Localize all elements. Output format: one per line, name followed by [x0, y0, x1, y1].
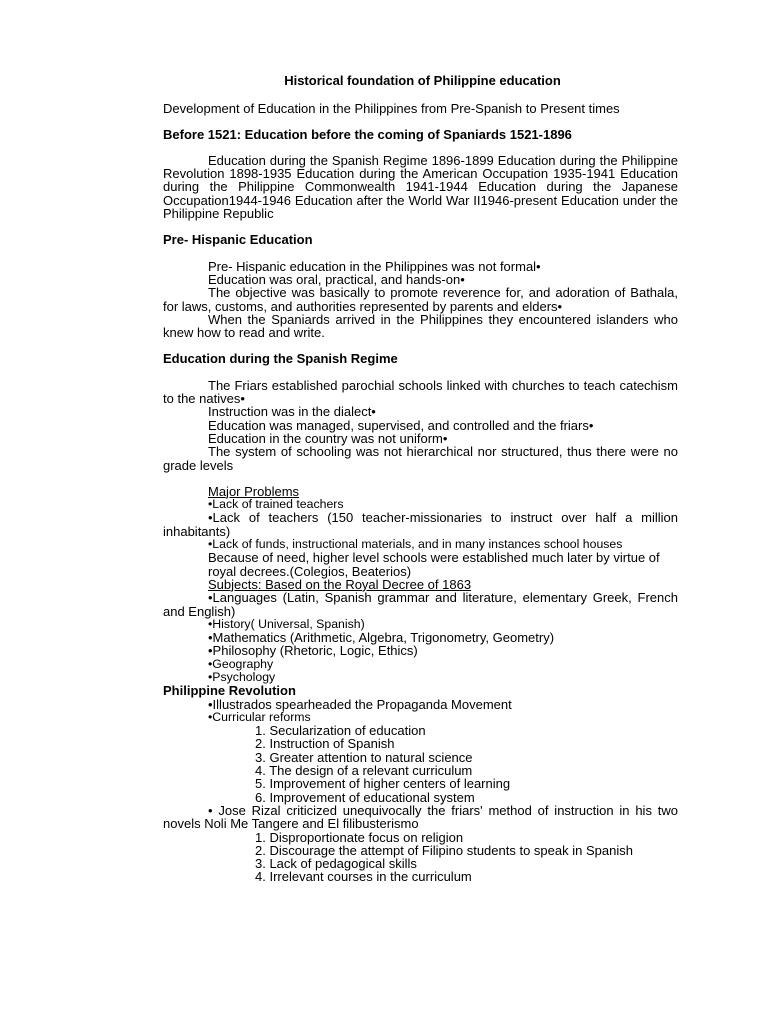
- document-subtitle: Development of Education in the Philippines from Pre-Spanish to Present times: [163, 101, 620, 117]
- spanish-line: The Friars established parochial schools linked with churches to teach catechism to the natives•: [163, 377, 678, 407]
- prehispanic-line: Pre- Hispanic education in the Philippines was not formal•: [208, 258, 541, 274]
- reform-item: 2. Instruction of Spanish: [255, 736, 395, 752]
- problem-item: •Lack of funds, instructional materials, and in many instances school houses: [208, 537, 623, 552]
- periods-paragraph: Education during the Spanish Regime 1896-1899 Education during the Philippine Revolution 1898-1935 Education during the American Occupation 1935-1941 Education during the Philippine Commonwealth 1941-1944 Education during the Japanese Occupation1944-1946 Education after the World War II1946-present Education under the Philippine Republic: [163, 152, 678, 222]
- prehispanic-line: Education was oral, practical, and hands-on•: [208, 271, 465, 287]
- problem-item: •Lack of trained teachers: [208, 497, 344, 512]
- prehispanic-line: The objective was basically to promote reverence for, and adoration of Bathala, for laws, customs, and authorities represented by parents and elders•: [163, 285, 678, 314]
- revolution-line: •Illustrados spearheaded the Propaganda Movement: [208, 696, 512, 712]
- problem-item: Because of need, higher level schools were established much later by virtue of royal decrees.(Colegios, Beaterios): [208, 550, 660, 579]
- revolution-line: •Curricular reforms: [208, 709, 311, 724]
- reform-item: 6. Improvement of educational system: [255, 789, 475, 805]
- rizal-line: • Jose Rizal criticized unequivocally the friars' method of instruction in his two novels Noli Me Tangere and El filibusterismo: [163, 802, 678, 832]
- subject-item: •Geography: [208, 656, 274, 671]
- subjects-heading: Subjects: Based on the Royal Decree of 1863: [208, 576, 472, 592]
- subject-item: •Languages (Latin, Spanish grammar and literature, elementary Greek, French and English): [163, 590, 678, 619]
- problem-item: •Lack of teachers (150 teacher-missionaries to instruct over half a million inhabitants): [163, 510, 678, 539]
- spanish-line: Education was managed, supervised, and controlled and the friars•: [208, 417, 594, 433]
- document-title: Historical foundation of Philippine education: [284, 73, 561, 88]
- subject-item: •Mathematics (Arithmetic, Algebra, Trigonometry, Geometry): [208, 630, 555, 646]
- section-heading-spanish: Education during the Spanish Regime: [163, 351, 398, 367]
- spanish-line: Education in the country was not uniform•: [208, 430, 448, 446]
- reform-item: 5. Improvement of higher centers of learning: [255, 776, 511, 792]
- criticism-item: 2. Discourage the attempt of Filipino students to speak in Spanish: [255, 842, 633, 858]
- major-problems-heading: Major Problems: [208, 483, 300, 499]
- subject-item: •Psychology: [208, 669, 276, 684]
- subject-item: •Philosophy (Rhetoric, Logic, Ethics): [208, 643, 418, 659]
- reform-item: 1. Secularization of education: [255, 723, 426, 739]
- criticism-item: 1. Disproportionate focus on religion: [255, 829, 464, 845]
- subject-item: •History( Universal, Spanish): [208, 616, 365, 631]
- reform-item: 4. The design of a relevant curriculum: [255, 763, 473, 779]
- spanish-line: The system of schooling was not hierarchical nor structured, thus there were no grade levels: [163, 444, 678, 473]
- prehispanic-line: When the Spaniards arrived in the Philippines they encountered islanders who knew how to read and write.: [163, 311, 678, 341]
- spanish-line: Instruction was in the dialect•: [208, 404, 376, 420]
- criticism-item: 3. Lack of pedagogical skills: [255, 856, 417, 872]
- reform-item: 3. Greater attention to natural science: [255, 749, 473, 765]
- criticism-item: 4. Irrelevant courses in the curriculum: [255, 869, 472, 885]
- document-page: [163, 74, 678, 884]
- section-heading-before-1521: Before 1521: Education before the coming of Spaniards 1521-1896: [163, 126, 572, 142]
- section-heading-revolution: Philippine Revolution: [163, 683, 296, 699]
- section-heading-prehispanic: Pre- Hispanic Education: [163, 232, 313, 248]
